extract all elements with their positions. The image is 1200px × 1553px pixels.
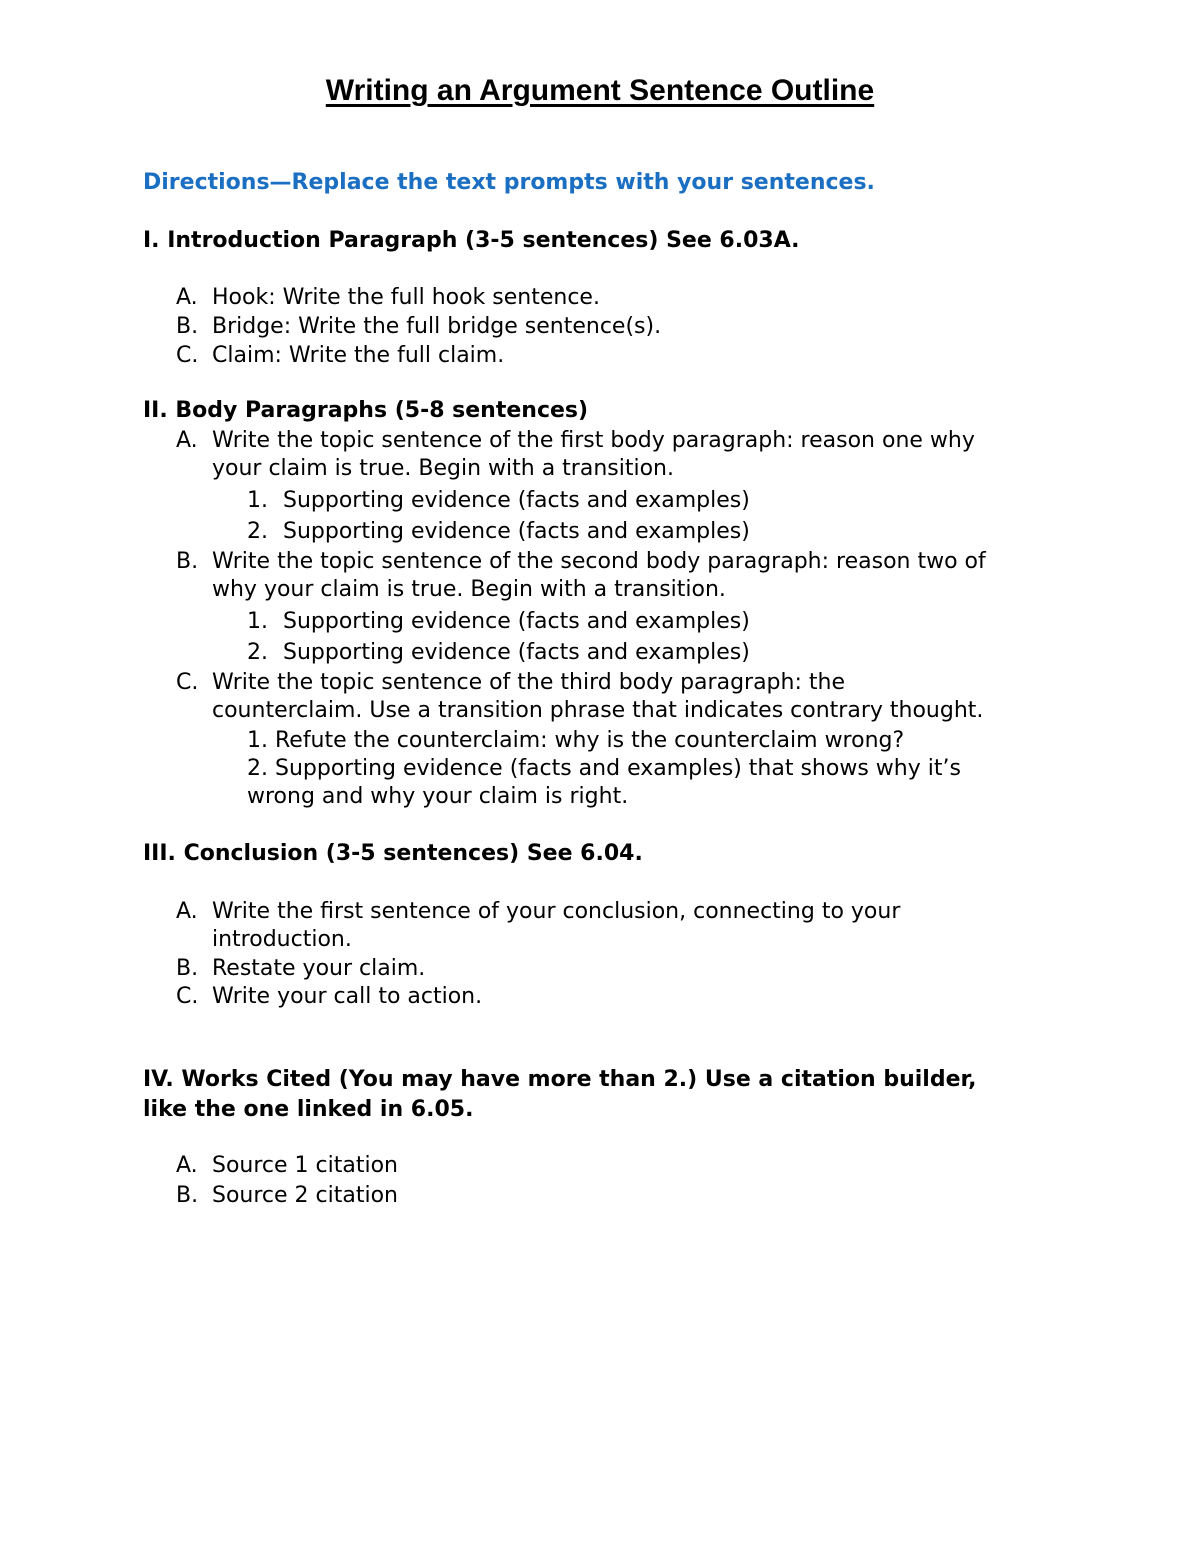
item-label: C.: [176, 670, 199, 695]
item-text: Bridge: Write the full bridge sentence(s).: [212, 314, 662, 339]
item-label: A.: [176, 428, 198, 453]
section-heading-works-cited-continuation: like the one linked in 6.05.: [143, 1097, 474, 1122]
item-text: Write your call to action.: [212, 984, 483, 1009]
item-label: A.: [176, 285, 198, 310]
item-text: Write the topic sentence of the second body paragraph: reason two of: [212, 549, 986, 574]
item-label: A.: [176, 1153, 198, 1178]
sub-item-number: 2.: [247, 519, 268, 544]
item-text: Write the topic sentence of the first body paragraph: reason one why: [212, 428, 975, 453]
item-label: C.: [176, 984, 199, 1009]
item-label: A.: [176, 899, 198, 924]
sub-item-text: 2. Supporting evidence (facts and examples) that shows why it’s: [247, 756, 961, 781]
document-title: Writing an Argument Sentence Outline: [325, 74, 875, 107]
item-label: B.: [176, 1183, 199, 1208]
sub-item-text: Supporting evidence (facts and examples): [283, 488, 750, 513]
item-label: B.: [176, 549, 199, 574]
item-text: Write the topic sentence of the third body paragraph: the: [212, 670, 845, 695]
sub-item-text: Supporting evidence (facts and examples): [283, 609, 750, 634]
sub-item-text: wrong and why your claim is right.: [247, 784, 629, 809]
item-text: counterclaim. Use a transition phrase that indicates contrary thought.: [212, 698, 984, 723]
item-label: B.: [176, 956, 199, 981]
sub-item-text: 1. Refute the counterclaim: why is the counterclaim wrong?: [247, 728, 905, 753]
section-heading-introduction: I. Introduction Paragraph (3-5 sentences) See 6.03A.: [143, 228, 800, 253]
item-text: Source 1 citation: [212, 1153, 399, 1178]
section-heading-conclusion: III. Conclusion (3-5 sentences) See 6.04.: [143, 841, 643, 866]
sub-item-number: 1.: [247, 609, 268, 634]
section-heading-body: II. Body Paragraphs (5-8 sentences): [143, 398, 589, 423]
sub-item-number: 2.: [247, 640, 268, 665]
sub-item-text: Supporting evidence (facts and examples): [283, 640, 750, 665]
item-text: Source 2 citation: [212, 1183, 399, 1208]
sub-item-number: 1.: [247, 488, 268, 513]
sub-item-text: Supporting evidence (facts and examples): [283, 519, 750, 544]
item-text: Hook: Write the full hook sentence.: [212, 285, 600, 310]
item-text: Claim: Write the full claim.: [212, 343, 505, 368]
item-label: B.: [176, 314, 199, 339]
item-text: why your claim is true. Begin with a transition.: [212, 577, 726, 602]
item-text: introduction.: [212, 927, 352, 952]
item-text: your claim is true. Begin with a transition.: [212, 456, 674, 481]
section-heading-works-cited: IV. Works Cited (You may have more than 2.) Use a citation builder,: [143, 1067, 977, 1092]
directions-text: Directions—Replace the text prompts with your sentences.: [143, 170, 875, 195]
item-text: Restate your claim.: [212, 956, 426, 981]
item-text: Write the first sentence of your conclusion, connecting to your: [212, 899, 901, 924]
item-label: C.: [176, 343, 199, 368]
